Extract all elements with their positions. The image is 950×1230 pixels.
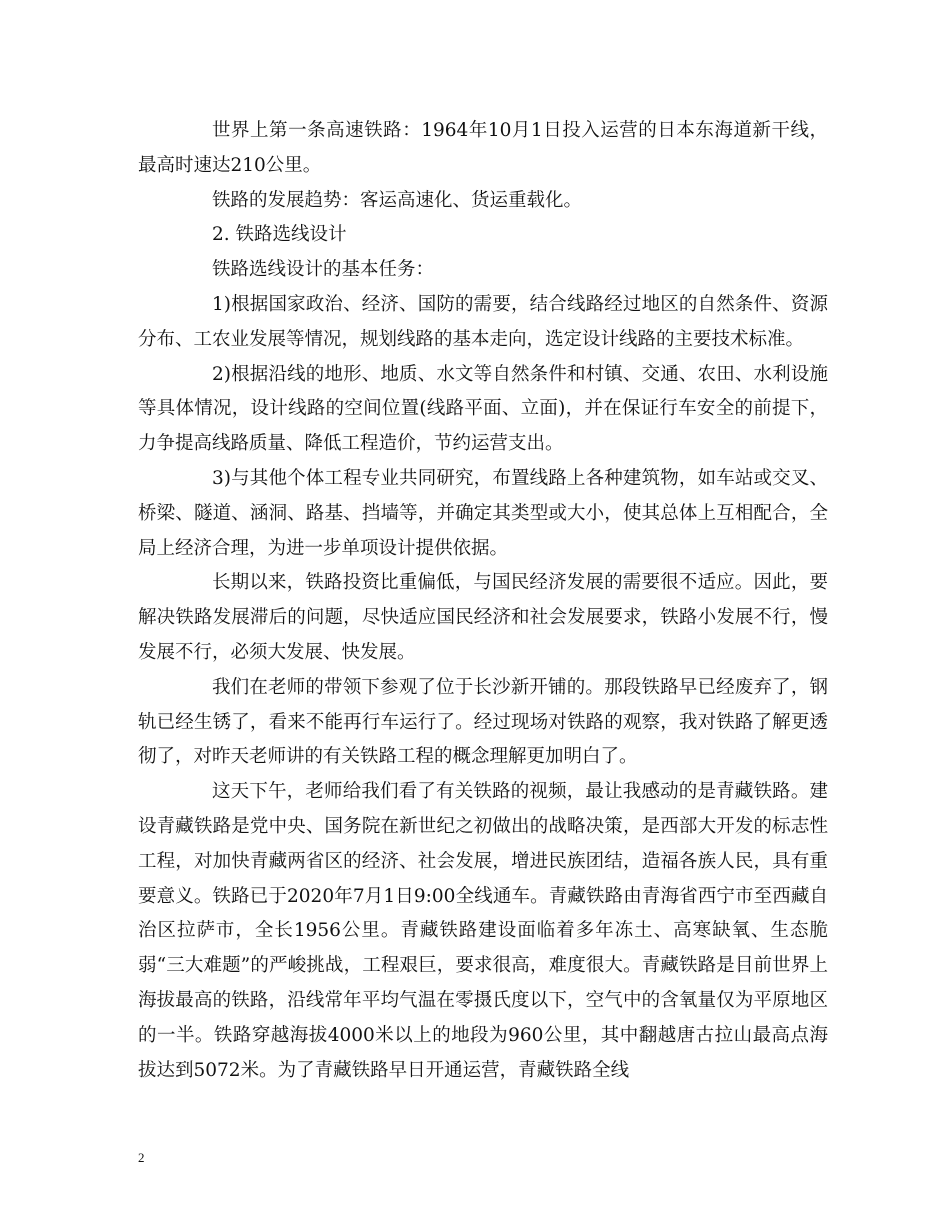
paragraph-site-visit: 我们在老师的带领下参观了位于长沙新开铺的。那段铁路早已经废弃了，钢轨已经生锈了，看来不能再行车运行了。经过现场对铁路的观察，我对铁路了解更透彻了，对昨天老师讲的有关铁路工程的概念理解更加明白了。 xyxy=(138,676,828,768)
paragraph-qinghai-tibet-railway: 这天下午，老师给我们看了有关铁路的视频，最让我感动的是青藏铁路。建设青藏铁路是党中央、国务院在新世纪之初做出的战略决策，是西部大开发的标志性工程，对加快青藏两省区的经济、社会发展，增进民族团结，造福各族人民，具有重要意义。铁路已于2020年7月1日9:00全线通车。青藏铁路由青海省西宁市至西藏自治区拉萨市，全长1956公里。青藏铁路建设面临着多年冻土、高寒缺氧、生态脆弱“三大难题”的严峻挑战，工程艰巨，要求很高，难度很大。青藏铁路是目前世界上海拔最高的铁路，沿线常年平均气温在零摄氏度以下，空气中的含氧量仅为平原地区的一半。铁路穿越海拔4000米以上的地段为960公里，其中翻越唐古拉山最高点海拔达到5072米。为了青藏铁路早日开通运营，青藏铁路全线 xyxy=(138,781,828,1081)
paragraph-investment: 长期以来，铁路投资比重偏低，与国民经济发展的需要很不适应。因此，要解决铁路发展滞后的问题，尽快适应国民经济和社会发展要求，铁路小发展不行，慢发展不行，必须大发展、快发展。 xyxy=(138,572,828,663)
list-item-task-2: 2)根据沿线的地形、地质、水文等自然条件和村镇、交通、农田、水利设施等具体情况，设计线路的空间位置(线路平面、立面)，并在保证行车安全的前提下，力争提高线路质量、降低工程造价，节约运营支出。 xyxy=(138,363,828,455)
section-heading-route-design: 2. 铁路选线设计 xyxy=(212,224,347,246)
document-body xyxy=(138,114,828,1088)
paragraph-railway-trend: 铁路的发展趋势：客运高速化、货运重载化。 xyxy=(212,189,583,211)
paragraph-first-high-speed-railway: 世界上第一条高速铁路：1964年10月1日投入运营的日本东海道新干线，最高时速达210公里。 xyxy=(138,120,828,176)
paragraph-basic-tasks-intro: 铁路选线设计的基本任务： xyxy=(212,259,435,281)
list-item-task-3: 3)与其他个体工程专业共同研究，布置线路上各种建筑物，如车站或交叉、桥梁、隧道、涵洞、路基、挡墙等，并确定其类型或大小，使其总体上互相配合，全局上经济合理，为进一步单项设计提供依据。 xyxy=(138,467,828,559)
list-item-task-1: 1)根据国家政治、经济、国防的需要，结合线路经过地区的自然条件、资源分布、工农业发展等情况，规划线路的基本走向，选定设计线路的主要技术标准。 xyxy=(138,293,828,350)
page-number: 2 xyxy=(138,1150,145,1165)
